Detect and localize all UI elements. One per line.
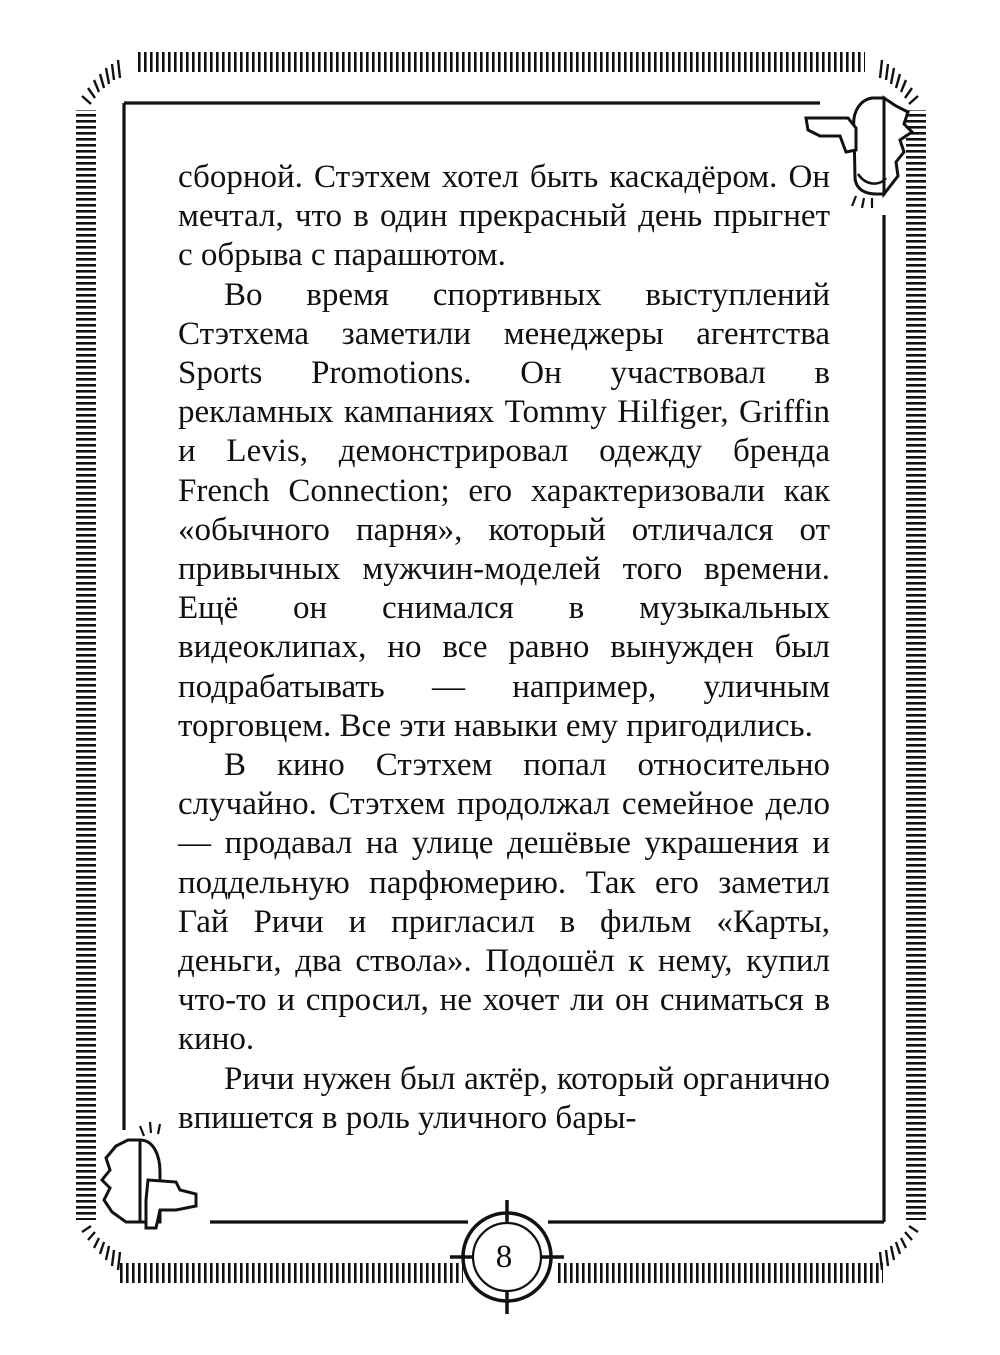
hatch-right bbox=[906, 110, 926, 1220]
paragraph-1: сборной. Стэтхем хотел быть каскадёром. Он мечтал, что в один прекрасный день прыгнет с обрыва с парашютом. bbox=[178, 159, 830, 274]
hatch-bottom-right bbox=[555, 1263, 883, 1283]
hatch-top bbox=[135, 52, 865, 72]
paragraph-4: Ричи нужен был актёр, который органично впишется в роль уличного бары- bbox=[178, 1060, 830, 1136]
page-number: 8 bbox=[495, 1239, 513, 1275]
paragraph-3: В кино Стэтхем попал относительно случайно. Стэтхем продолжал семейное дело — продавал на улице дешёвые украшения и поддельную парфюмерию. Так его заметил Гай Ричи и пригласил в фильм «Карты, деньги, два ствола». Подошёл к нему, купил что-то и спросил, не хочет ли он сниматься в кино. bbox=[178, 747, 830, 1058]
corner-flourish-bottom-right bbox=[880, 1226, 918, 1270]
hatch-bottom-left bbox=[118, 1263, 463, 1283]
spark-icon bbox=[140, 1122, 160, 1136]
corner-flourish-top-left bbox=[82, 60, 120, 104]
body-text bbox=[178, 158, 830, 1138]
paragraph-2: Во время спортивных выступлений Стэтхема заметили менеджеры агентства Sports Promotions. Он участвовал в рекламных кампаниях Tommy Hilfiger, Griffin и Levis, демонстрировал одежду бренда French Connection; его характеризовали как «обычного парня», который отличался от привычных мужчин-моделей того времени. Ещё он снимался в музыкальных видеоклипах, но все равно вынужден был подрабатывать — например, уличным торговцем. Все эти навыки ему пригодились. bbox=[178, 276, 830, 744]
corner-flourish-bottom-left bbox=[82, 1226, 120, 1270]
hatch-left bbox=[76, 110, 96, 1220]
spark-icon bbox=[852, 196, 872, 208]
